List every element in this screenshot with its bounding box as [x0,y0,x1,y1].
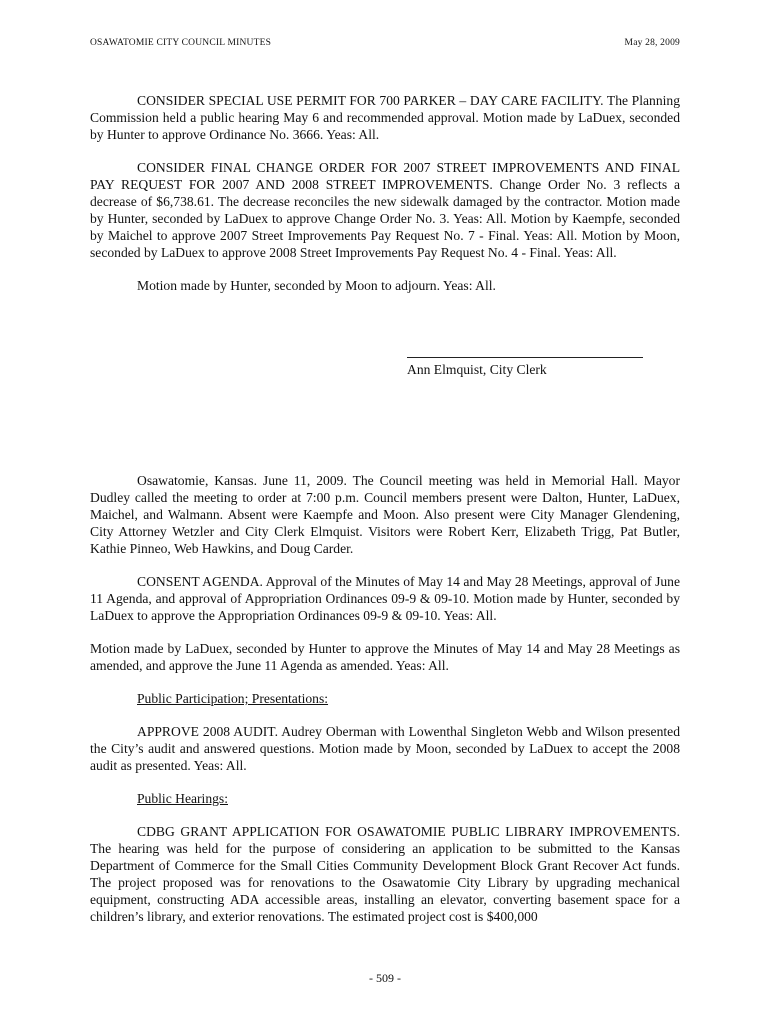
public-hearings-heading-wrap [90,790,680,807]
public-participation-heading: Public Participation; Presentations: [137,691,329,706]
paragraph-minutes-motion: Motion made by LaDuex, seconded by Hunter to approve the Minutes of May 14 and May 28 Meetings as amended, and approve the June 11 Agenda as amended. Yeas: All. [90,641,680,673]
signature-name: Ann Elmquist, City Clerk [407,362,547,377]
signature-line [407,357,643,358]
paragraph-consent-agenda: CONSENT AGENDA. Approval of the Minutes of May 14 and May 28 Meetings, approval of June 11 Agenda, and approval of Appropriation Ordinances 09-9 & 09-10. Motion made by Hunter, seconded by LaDuex to approve the Appropriation Ordinances 09-9 & 09-10. Yeas: All. [90,574,680,623]
page-number: - 509 - [369,971,401,985]
paragraph-adjourn: Motion made by Hunter, seconded by Moon to adjourn. Yeas: All. [137,278,496,293]
paragraph-meeting-intro: Osawatomie, Kansas. June 11, 2009. The Council meeting was held in Memorial Hall. Mayor Dudley called the meeting to order at 7:00 p.m. Council members present were Dalton, Hunter, LaDuex, Maichel, and Walmann. Absent were Kaempfe and Moon. Also present were City Manager Glendening, City Attorney Wetzler and City Clerk Elmquist. Visitors were Robert Kerr, Elizabeth Trigg, Pat Butler, Kathie Pinneo, Web Hawkins, and Doug Carder. [90,473,680,556]
minutes-section-june-11 [90,472,680,925]
header-title: OSAWATOMIE CITY COUNCIL MINUTES [90,38,272,48]
public-hearings-heading: Public Hearings: [137,791,228,806]
paragraph-change-order: CONSIDER FINAL CHANGE ORDER FOR 2007 STREET IMPROVEMENTS AND FINAL PAY REQUEST FOR 2007 AND 2008 STREET IMPROVEMENTS. Change Order No. 3 reflects a decrease of $6,738.61. The decrease reconciles the new sidewalk damaged by the contractor. Motion made by Hunter, seconded by LaDuex to approve Change Order No. 3. Yeas: All. Motion by Kaempfe, seconded by Maichel to approve 2007 Street Improvements Pay Request No. 7 - Final. Yeas: All. Motion by Moon, seconded by LaDuex to approve 2008 Street Improvements Pay Request No. 4 - Final. Yeas: All. [90,160,680,260]
paragraph-special-use-permit: CONSIDER SPECIAL USE PERMIT FOR 700 PARKER – DAY CARE FACILITY. The Planning Commission held a public hearing May 6 and recommended approval. Motion made by LaDuex, seconded by Hunter to approve Ordinance No. 3666. Yeas: All. [90,93,680,142]
public-participation-heading-wrap [90,690,680,707]
paragraph-cdbg-grant: CDBG GRANT APPLICATION FOR OSAWATOMIE PUBLIC LIBRARY IMPROVEMENTS. The hearing was held for the purpose of considering an application to be submitted to the Kansas Department of Commerce for the Small Cities Community Development Block Grant Recover Act funds. The project proposed was for renovations to the Osawatomie City Library by upgrading mechanical equipment, constructing ADA accessible areas, installing an elevator, converting basement space for a children’s library, and exterior renovations. The estimated project cost is $400,000 [90,824,680,924]
header-date: May 28, 2009 [624,38,680,48]
signature-block [407,357,643,378]
minutes-section-may-28 [90,92,680,294]
paragraph-audit: APPROVE 2008 AUDIT. Audrey Oberman with Lowenthal Singleton Webb and Wilson presented the City’s audit and answered questions. Motion made by Moon, seconded by LaDuex to accept the 2008 audit as presented. Yeas: All. [90,724,680,773]
